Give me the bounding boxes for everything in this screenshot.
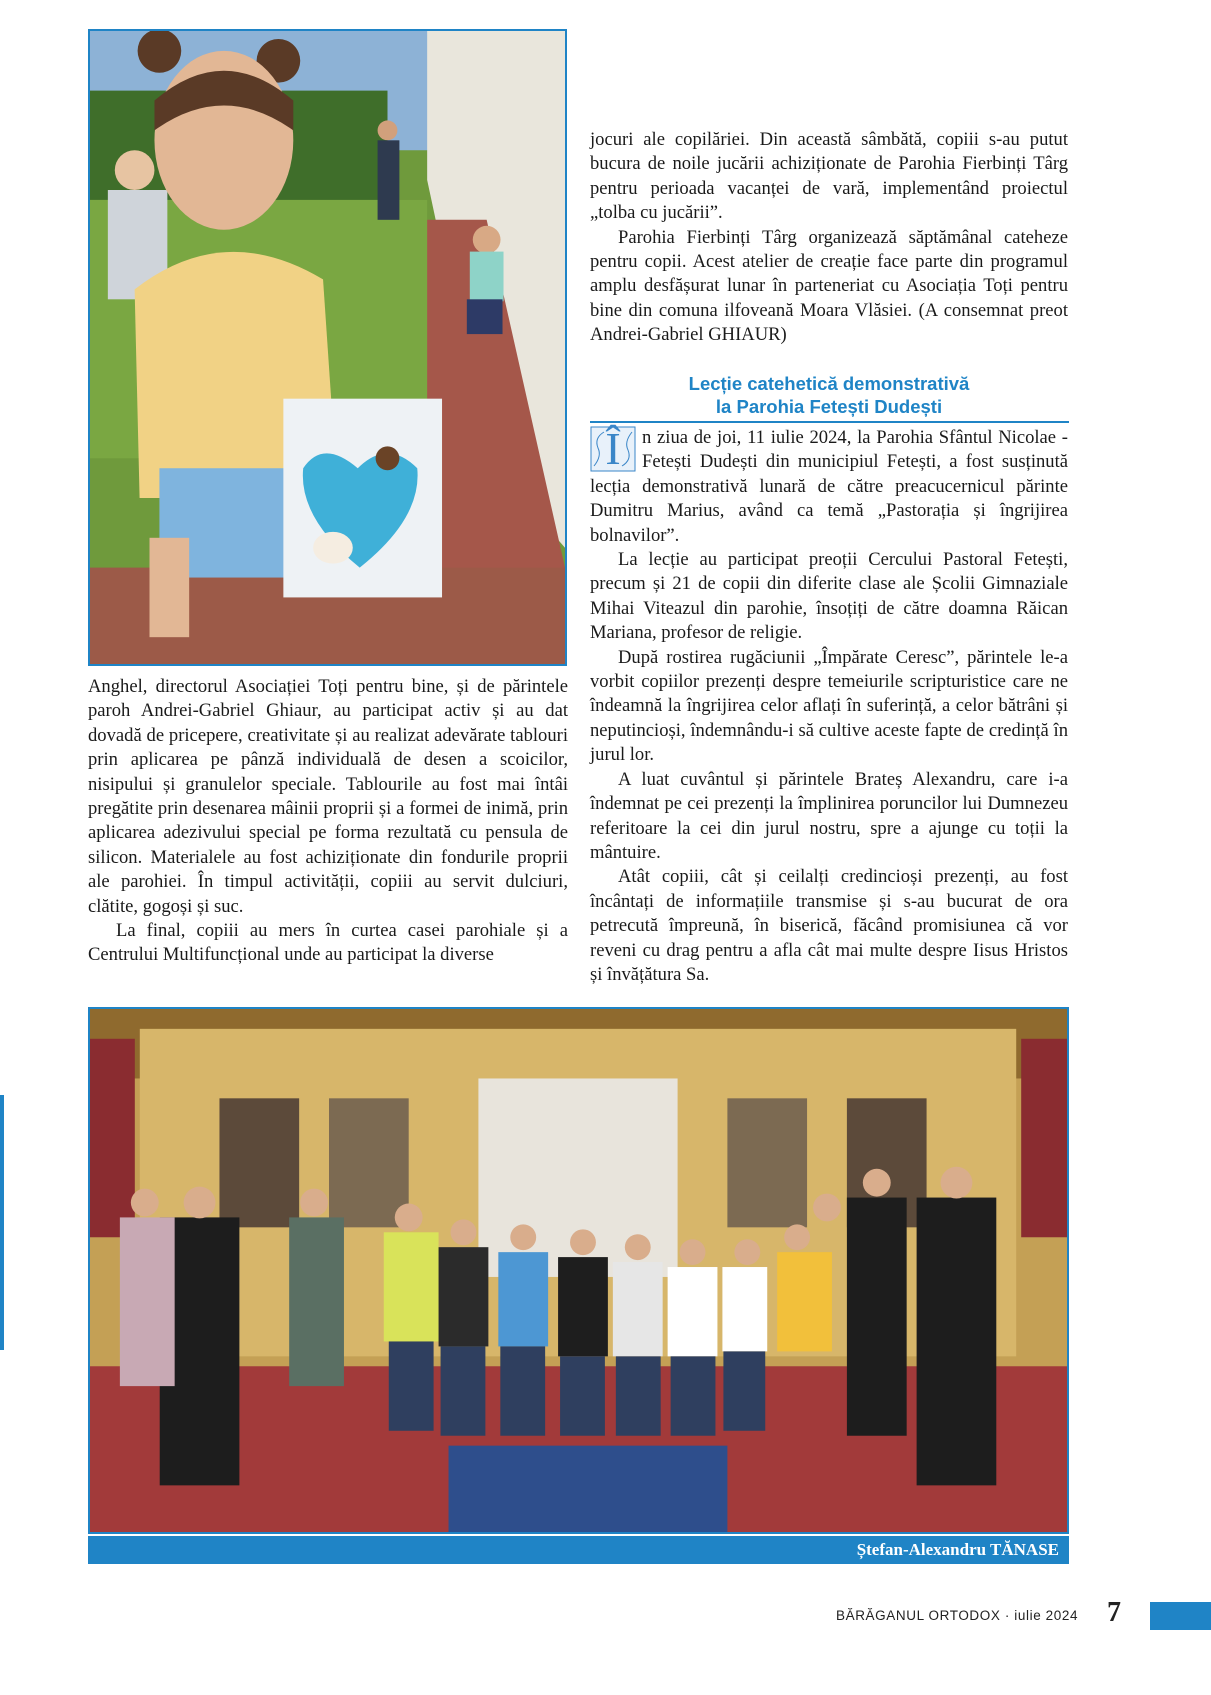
paragraph: Anghel, directorul Asociației Toți pentru bine, și de părintele paroh Andrei-Gabriel Ghiaur, au participat activ și au dat dovadă de pricepere, creativitate și au realizat adevărate tablouri prin aplicarea pe pânză individuală de desen a scoicilor, nisipului și granulelor speciale. Tablourile au fost mai întâi pregătite prin desenarea mâinii proprii și a formei de inimă, prin aplicarea adezivului special pe forma rezultată cu pensula de silicon. Materialele au fost achiziționate din fondurile proprii ale parohiei. În timpul activității, copiii au servit dulciuri, clătite, gogoși și suc. xyxy=(88,676,568,917)
photo-girl-illustration xyxy=(90,31,565,664)
paragraph: La lecție au participat preoții Cercului Pastoral Fetești, precum și 21 de copii din diferite clase ale Școlii Gimnaziale Mihai Viteazul din parohie, însoțiți de către doamna Răican Mariana, profesor de religie. xyxy=(590,549,1068,644)
title-divider xyxy=(590,421,1069,423)
page-number: 7 xyxy=(1107,1597,1121,1628)
article2-title-line1: Lecție catehetică demonstrativă xyxy=(688,373,970,394)
article1-left-column xyxy=(88,675,568,968)
paragraph: După rostirea rugăciunii „Împărate Ceresc”, părintele le-a vorbit copiilor prezenți despre temeiurile scripturistice care ne îndeamnă la îngrijirea celor aflați în suferință, a celor bătrâni și neputincioși, îndemnându-i să cultive aceste fapte de credință în jurul lor. xyxy=(590,646,1068,766)
article2-body xyxy=(590,423,1068,987)
photo-group-in-church xyxy=(88,1007,1069,1534)
paragraph: La final, copiii au mers în curtea casei parohiale și a Centrului Multifuncțional unde au participat la diverse xyxy=(88,920,568,966)
article2-title-line2: la Parohia Fetești Dudești xyxy=(715,396,943,417)
paragraph: Parohia Fierbinți Târg organizează săptămânal cateheze pentru copii. Acest atelier de creație face parte din programul amplu desfășurat lunar în parteneriat cu Asociația Toți pentru bine din comuna ilfoveană Moara Vlăsiei. (A consemnat preot Andrei-Gabriel GHIAUR) xyxy=(590,226,1068,346)
article2-title xyxy=(590,372,1068,418)
paragraph-first-text: n ziua de joi, 11 iulie 2024, la Parohia Sfântul Nicolae - Fetești Dudești din municipiul Fetești, a fost susținută lecția demonstrativă lunară de către preacucernicul părinte Dumitru Marius, având ca temă „Pastorația și îngrijirea bolnavilor”. xyxy=(590,427,1068,546)
paragraph: Atât copiii, cât și ceilalți credincioși prezenți, au fost încântați de informațiile transmise și s-au bucurat de ora petrecută împreună, în biserică, făcând promisiunea că vor reveni cu drag pentru a afla cât mai multe despre Iisus Hristos și învățătura Sa. xyxy=(590,866,1068,985)
side-accent-bar xyxy=(0,1095,4,1350)
author-bar xyxy=(88,1536,1069,1564)
paragraph: A luat cuvântul și părintele Brateș Alexandru, care i-a îndemnat pe cei prezenți la împlinirea poruncilor lui Dumnezeu referitoare la cei din jurul nostru, spre a ajunge cu toții la mântuire. xyxy=(590,768,1068,863)
footer-accent-bar xyxy=(1150,1602,1211,1630)
dropcap xyxy=(590,423,636,474)
footer-publication: BĂRĂGANUL ORTODOX · iulie 2024 xyxy=(836,1608,1079,1623)
photo-group-illustration xyxy=(90,1009,1067,1532)
dropcap-letter: Î xyxy=(605,423,621,474)
paragraph: jocuri ale copilăriei. Din această sâmbătă, copiii s-au putut bucura de noile jucării achiziționate de Parohia Fierbinți Târg pentru perioada vacanței de vară, implementând proiectul „tolba cu jucării”. xyxy=(590,129,1068,224)
author-name: Ștefan-Alexandru TĂNASE xyxy=(856,1540,1059,1559)
paragraph-first xyxy=(590,423,1068,548)
article1-right-column xyxy=(590,128,1068,348)
photo-girl-with-heart-artwork xyxy=(88,29,567,666)
